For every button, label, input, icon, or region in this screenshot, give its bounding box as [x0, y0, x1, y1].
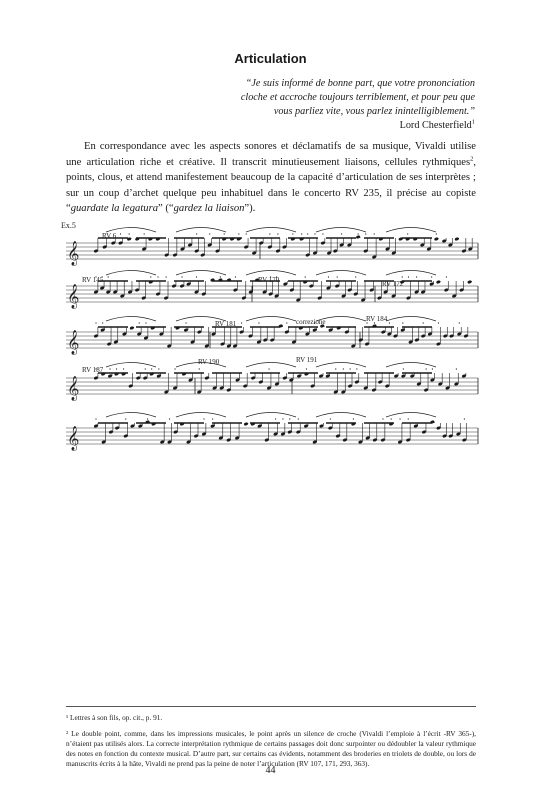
- staccato-dot: [123, 368, 124, 369]
- staccato-dot: [174, 368, 175, 369]
- staccato-dot: [353, 418, 354, 419]
- footnote-1: ¹ Lettres à son fils, op. cit., p. 91.: [66, 713, 163, 722]
- staccato-dot: [120, 233, 121, 234]
- staccato-dot: [109, 368, 110, 369]
- staccato-dot: [355, 276, 356, 277]
- staccato-dot: [391, 418, 392, 419]
- staccato-dot: [289, 418, 290, 419]
- body-paragraph: [66, 139, 476, 217]
- staccato-dot: [335, 368, 336, 369]
- staccato-dot: [438, 322, 439, 323]
- staccato-dot: [203, 418, 204, 419]
- staccato-dot: [196, 233, 197, 234]
- slur: [106, 363, 156, 368]
- staccato-dot: [292, 233, 293, 234]
- staccato-dot: [301, 233, 302, 234]
- slur: [246, 271, 296, 276]
- footnote-ref-1: 1: [471, 118, 475, 126]
- slur: [176, 413, 226, 418]
- staccato-dot: [169, 418, 170, 419]
- staccato-dot: [459, 322, 460, 323]
- staccato-dot: [268, 368, 269, 369]
- epigraph-author: [175, 119, 475, 133]
- treble-clef-icon: 𝄞: [67, 330, 80, 354]
- staccato-dot: [286, 322, 287, 323]
- staccato-dot: [407, 233, 408, 234]
- staccato-dot: [305, 276, 306, 277]
- treble-clef-icon: 𝄞: [67, 241, 80, 265]
- paragraph-part-4: ”).: [244, 203, 256, 214]
- staccato-dot: [258, 322, 259, 323]
- staccato-dot: [456, 368, 457, 369]
- staccato-dot: [282, 418, 283, 419]
- staccato-dot: [432, 368, 433, 369]
- clef-glyphs: [67, 241, 79, 451]
- staccato-dot: [235, 276, 236, 277]
- italic-quote-2: gardez la liaison: [173, 203, 245, 214]
- staccato-dot: [196, 276, 197, 277]
- staccato-dot: [408, 418, 409, 419]
- staccato-dot: [358, 233, 359, 234]
- staccato-dot: [108, 276, 109, 277]
- staccato-dot: [269, 233, 270, 234]
- slur: [106, 413, 156, 418]
- rv-label-rv191: RV 191: [296, 356, 318, 364]
- staccato-dot: [330, 418, 331, 419]
- staccato-dot: [139, 322, 140, 323]
- paragraph-part-2: , points, clous, et attend manifestement beaucoup de la capacité d’articulation de ses interprètes ; sur un coup d’archet quelque peu inhabituel dans le concerto RV 235, il précise au copiste “: [66, 156, 476, 214]
- slur: [386, 228, 436, 233]
- footnote-2: ² Le double point, comme, dans les impressions musicales, le point après un silence de croche (Vivaldi l’emploie à l’écrit -RV 365-), n’étaient pas utilisés alors. La correcte interprétation rythmique de certains passages doit donc surpointer ou dédoubler la valeur rythmique des notes en fonction du contexte musical. D’autre part, sur certains cas évidents, notamment des broderies en triolets de double, ou lors de manuscrits écrits à la hâte, Vivaldi ne prend pas la peine de noter l’articulation (RV 107, 171, 293, 363).: [66, 729, 476, 768]
- staccato-dot: [399, 418, 400, 419]
- staccato-dot: [356, 368, 357, 369]
- staccato-dot: [322, 233, 323, 234]
- correzione-label: correzione: [296, 318, 326, 326]
- treble-clef-icon: 𝄞: [67, 284, 80, 308]
- staccato-dot: [431, 276, 432, 277]
- staccato-dot: [209, 233, 210, 234]
- slur: [316, 271, 366, 276]
- staccato-dot: [382, 418, 383, 419]
- epigraph-line-3: vous parliez vite, vous parlez inintelligiblement.”: [273, 106, 475, 117]
- slur: [106, 271, 156, 276]
- slur: [316, 228, 366, 233]
- example-label: Ex.5: [61, 221, 76, 230]
- staccato-dot: [314, 233, 315, 234]
- staccato-dot: [95, 322, 96, 323]
- rv-label-rv187: RV 187: [82, 366, 104, 374]
- slur: [386, 317, 436, 322]
- staccato-dot: [365, 233, 366, 234]
- paragraph-part-3: ” (“: [158, 203, 174, 214]
- rv-label-rv172: RV 172: [382, 280, 404, 288]
- rv-label-rv145: RV 145: [82, 276, 104, 284]
- staccato-dot: [402, 322, 403, 323]
- staccato-dot: [306, 368, 307, 369]
- slur: [386, 413, 436, 418]
- slur: [386, 271, 436, 276]
- staccato-dot: [116, 368, 117, 369]
- staccato-dot: [275, 418, 276, 419]
- staccato-dot: [307, 233, 308, 234]
- staccato-dot: [241, 322, 242, 323]
- slur: [106, 317, 156, 322]
- rv-label-rv184: RV 184: [366, 315, 388, 323]
- staccato-dot: [341, 233, 342, 234]
- staccato-dot: [158, 368, 159, 369]
- staccato-dot: [464, 418, 465, 419]
- staccato-dot: [350, 368, 351, 369]
- staccato-dot: [166, 276, 167, 277]
- epigraph-line-2: cloche et accroche toujours terriblement, et pour peu que: [240, 92, 475, 103]
- slur: [246, 317, 296, 322]
- slur: [316, 413, 366, 418]
- treble-clef-icon: 𝄞: [67, 376, 80, 400]
- staccato-dot: [147, 418, 148, 419]
- staccato-dot: [277, 233, 278, 234]
- barlines: [195, 243, 478, 444]
- staccato-dot: [246, 233, 247, 234]
- page-number: 44: [265, 765, 276, 776]
- staccato-dot: [185, 322, 186, 323]
- epigraph-line-1: “Je suis informé de bonne part, que votre prononciation: [245, 78, 475, 89]
- paragraph-part-1: En correspondance avec les aspects sonores et déclamatifs de sa musique, Vivaldi utilise une articulation riche et créative. Il transcrit minutieusement liaisons, cellules rythmiques: [66, 141, 476, 168]
- staccato-dot: [144, 233, 145, 234]
- staccato-dot: [402, 276, 403, 277]
- staccato-dot: [151, 368, 152, 369]
- staccato-dot: [145, 368, 146, 369]
- staccato-dot: [298, 418, 299, 419]
- italic-quote-1: guardate la legatura: [70, 203, 158, 214]
- staccato-dot: [416, 276, 417, 277]
- staccato-dot: [102, 322, 103, 323]
- staccato-dot: [238, 233, 239, 234]
- staccato-dot: [328, 276, 329, 277]
- staccato-dot: [224, 233, 225, 234]
- staccato-dot: [157, 276, 158, 277]
- staccato-dot: [408, 276, 409, 277]
- rv-label-rv6: RV 6: [102, 232, 117, 240]
- epigraph: [175, 77, 475, 133]
- page-title: Articulation: [234, 51, 307, 66]
- slur: [176, 271, 226, 276]
- slur: [386, 363, 436, 368]
- slur: [246, 413, 296, 418]
- staff-lines: [66, 243, 478, 444]
- staccato-dot: [150, 276, 151, 277]
- staccato-dot: [337, 276, 338, 277]
- rv-label-rv190: RV 190: [198, 358, 220, 366]
- staccato-dot: [446, 276, 447, 277]
- staccato-dot: [220, 276, 221, 277]
- staccato-dot: [129, 233, 130, 234]
- slur: [246, 228, 296, 233]
- slur: [246, 363, 296, 368]
- staccato-dot: [199, 368, 200, 369]
- staccato-dot: [423, 322, 424, 323]
- slur: [176, 228, 226, 233]
- rv-label-rv170: RV 170: [258, 276, 280, 284]
- rv-label-rv181: RV 181: [215, 320, 237, 328]
- staccato-dot: [145, 322, 146, 323]
- author-name: Lord Chesterfield: [399, 120, 472, 131]
- staccato-dot: [436, 233, 437, 234]
- staccato-dot: [374, 233, 375, 234]
- staccato-dot: [389, 322, 390, 323]
- slur: [316, 363, 366, 368]
- music-example-figure: [60, 220, 490, 475]
- staccato-dot: [95, 418, 96, 419]
- staccato-dot: [181, 276, 182, 277]
- staccato-dot: [403, 368, 404, 369]
- staccato-dot: [212, 418, 213, 419]
- staccato-dot: [125, 418, 126, 419]
- staccato-dot: [343, 368, 344, 369]
- staccato-dot: [426, 368, 427, 369]
- footnote-ref-2: 2: [470, 154, 474, 162]
- treble-clef-icon: 𝄞: [67, 426, 80, 450]
